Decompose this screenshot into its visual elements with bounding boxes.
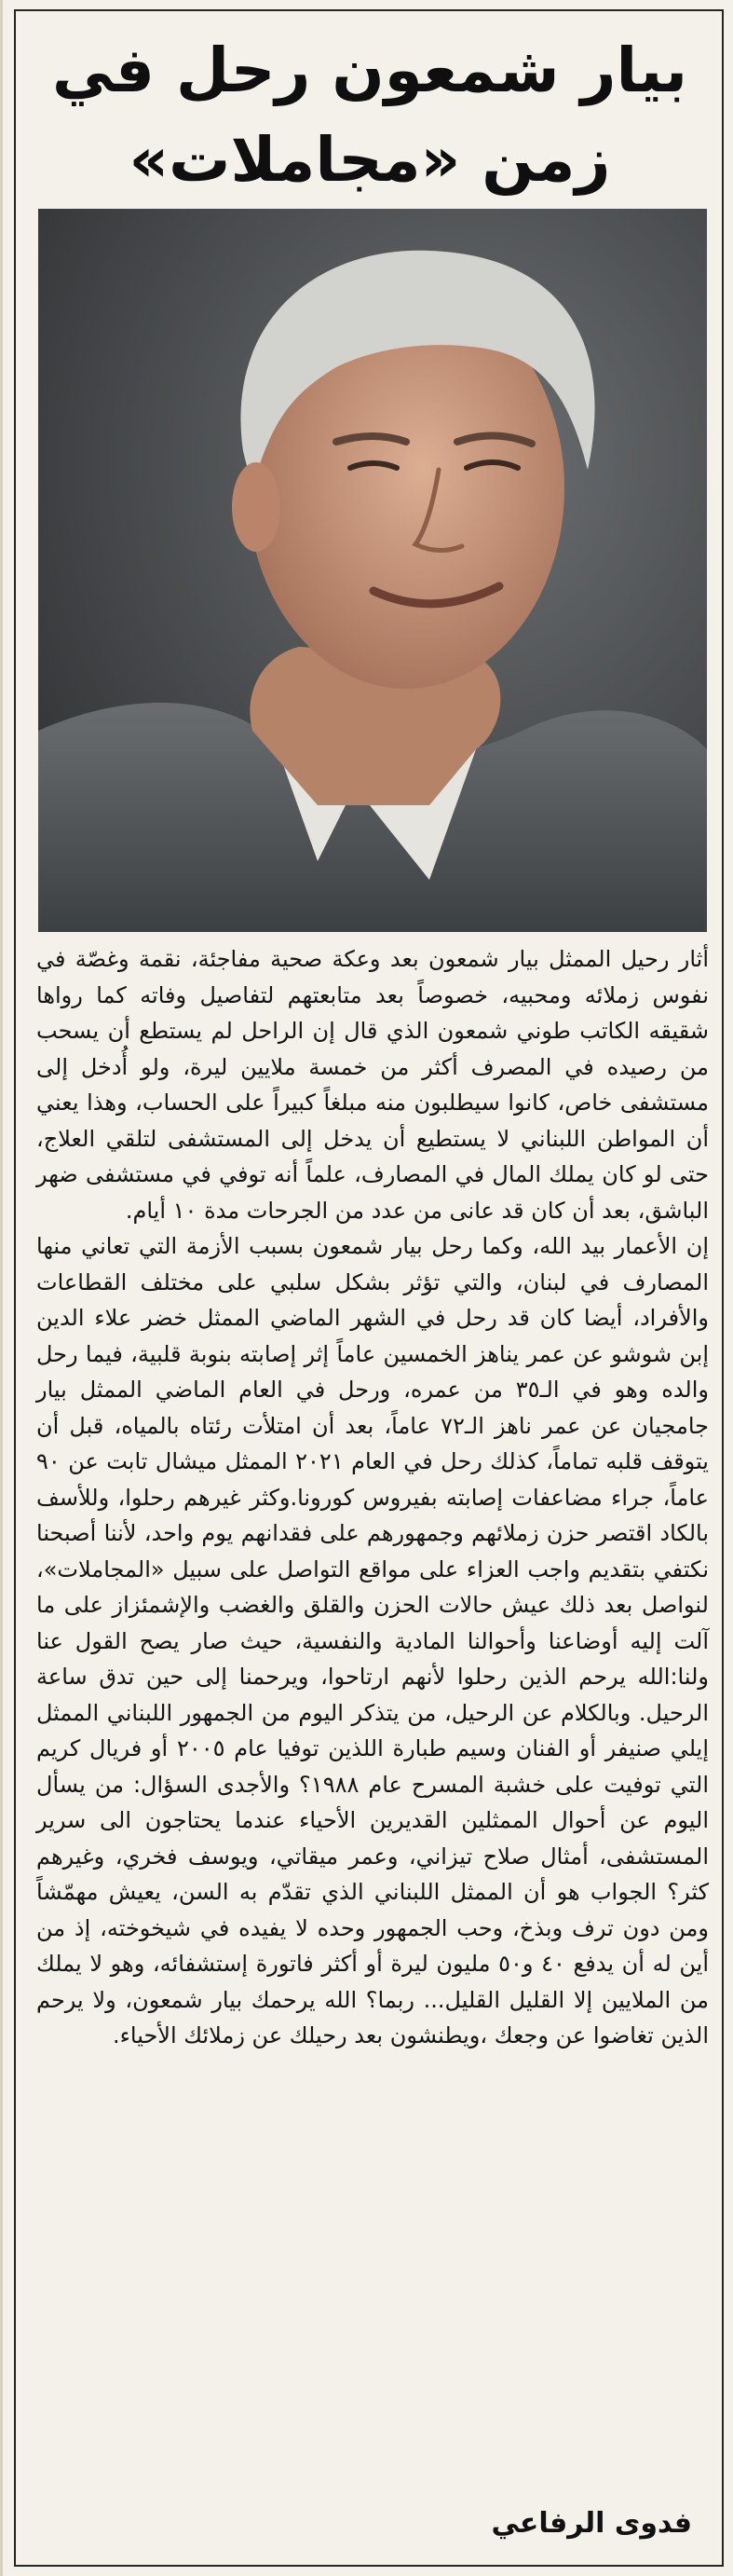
article-paragraph-1: أثار رحيل الممثل بيار شمعون بعد وعكة صحية مفاجئة، نقمة وغصّة في نفوس زملائه ومحبيه، خصوصاً بعد متابعتهم لتفاصيل وفاته كما رواها شقيقه الكاتب طوني شمعون الذي قال إن الراحل لم يستطع أن يسحب من رصيده في المصرف أكثر من خمسة ملايين ليرة، ولو أُدخل إلى مستشفى خاص، كانوا سيطلبون منه مبلغاً كبيراً على الحساب، وهذا يعني أن المواطن اللبناني لا يستطيع أن يدخل إلى المستشفى لتلقي العلاج، حتى لو كان يملك المال في المصارف، علماً أنه توفي في مستشفى ضهر الباشق، بعد أن كان قد عانى من عدد من الجرحات مدة ١٠ أيام. <box>36 946 709 1224</box>
headline-line-1: بيار شمعون رحل في زمن «مجاملات» <box>51 34 687 196</box>
portrait-photo <box>38 209 707 932</box>
author-byline: فدوى الرفاعي <box>491 2507 692 2540</box>
article-paragraph-2: إن الأعمار بيد الله، وكما رحل بيار شمعون بسبب الأزمة التي تعاني منها المصارف في لبنان، والتي تؤثر بشكل سلبي على مختلف القطاعات والأفراد، أيضا كان قد رحل في الشهر الماضي الممثل خضر علاء الدين إبن شوشو عن عمر يناهز الخمسين عاماً إثر إصابته بنوبة قلبية، فيما رحل والده وهو في الـ٣٥ من عمره، ورحل في العام الماضي الممثل بيار جامجيان عن عمر ناهز الـ٧٢ عاماً، بعد أن امتلأت رئتاه بالمياه، قبل أن يتوقف قلبه تماماً، كذلك رحل في العام ٢٠٢١ الممثل ميشال تابت عن ٩٠ عاماً، جراء مضاعفات إصابته بفيروس كورونا.وكثر غيرهم رحلوا، وللأسف بالكاد اقتصر حزن زملائهم وجمهورهم على فقدانهم يوم واحد، لأننا أصبحنا نكتفي بتقديم واجب العزاء على مواقع التواصل على سبيل «المجاملات»، لنواصل بعد ذلك عيش حالات الحزن والقلق والغضب والإشمئزاز على ما آلت إليه أوضاعنا وأحوالنا المادية والنفسية، حيث صار يصح القول عنا ولنا:الله يرحم الذين رحلوا لأنهم ارتاحوا، ويرحمنا إلى حين تدق ساعة الرحيل. وبالكلام عن الرحيل، من يتذكر اليوم من الجمهور اللبناني الممثل إيلي صنيفر أو الفنان وسيم طبارة اللذين توفيا عام ٢٠٠٥ أو فريال كريم التي توفيت على خشبة المسرح عام ١٩٨٨؟ والأجدى السؤال: من يسأل اليوم عن أحوال الممثلين القديرين الأحياء عندما يحتاجون الى سرير المستشفى، أمثال صلاح تيزاني، وعمر ميقاتي، ويوسف فخري، وغيرهم كثر؟ الجواب هو أن الممثل اللبناني الذي تقدّم به السن، يعيش مهمّشاً ومن دون ترف وبذخ، وحب الجمهور وحده لا يفيده في شيخوخته، إذ من أين له أن يدفع ٤٠ و٥٠ مليون ليرة أو أكثر فاتورة إستشفائه، وهو لا يملك من الملايين إلا القليل القليل... ربما؟ الله يرحمك بيار شمعون، ولا يرحم الذين تغاضوا عن وجعك ،ويطنشون بعد رحيلك عن زملائك الأحياء. <box>36 1233 710 2048</box>
article-body <box>36 941 709 2054</box>
ear-shape <box>232 462 280 552</box>
portrait-illustration <box>38 209 707 932</box>
